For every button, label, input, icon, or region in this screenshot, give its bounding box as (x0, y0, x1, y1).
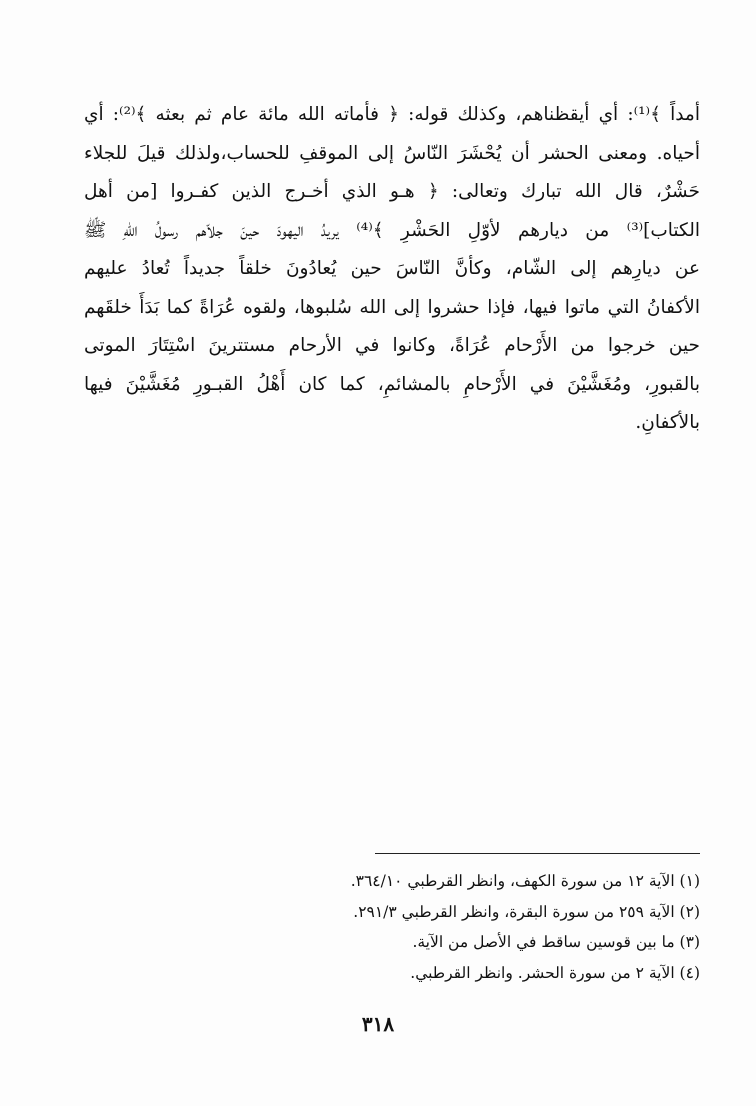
footnote-3: (٣) ما بين قوسين ساقط في الأصل من الآية. (412, 933, 700, 951)
text-line-4: الكتاب]⁽³⁾ من ديارهم لأوّلِ الحَشْرِ ﴾⁽⁴⁾ يريدُ اليهودَ حينَ جلاّهم رسولُ اللهِ ﷺ (84, 219, 700, 241)
footnote-2: (٢) الآية ٢٥٩ من سورة البقرة، وانظر القرطبي ٢٩١/٣. (353, 902, 700, 921)
page-number: ٣١٨ (361, 1012, 395, 1036)
footnote-separator (375, 853, 700, 854)
text-line-8: بالقبورِ، ومُغَشَّيْنَ في الأَرْحامِ بالمشائمِ، كما كان أَهْلُ القبـورِ مُغَشَّيْنَ فيها (84, 373, 700, 395)
footnote-4: (٤) الآية ٢ من سورة الحشر. وانظر القرطبي. (410, 963, 700, 982)
text-line-9: بالأكفانِ. (635, 412, 700, 433)
text-line-7: حين خرجوا من الأَرْحام عُرَاةً، وكانوا في الأرحام مستترينَ اسْتِتَارَ الموتى (84, 335, 700, 356)
text-line-2: أحياه. ومعنى الحشر أن يُحْشَرَ النّاسُ إلى الموقفِ للحساب،ولذلك قيلَ للجلاء (84, 142, 700, 164)
text-line-5: عن ديارِهم إلى الشّام، وكأنَّ النّاسَ حين يُعادُونَ خلقاً جديداً تُعادُ عليهم (84, 258, 700, 279)
text-line-1: أمداً ﴾⁽¹⁾: أي أيقظناهم، وكذلك قوله: ﴿ فأماته الله مائة عام ثم بعثه ﴾⁽²⁾: أي (84, 104, 700, 125)
text-line-3: حَشْرٌ، قال الله تبارك وتعالى: ﴿ هـو الذي أخـرج الذين كفـروا [من أهل (84, 181, 700, 202)
main-text-block (84, 96, 700, 443)
footnote-1: (١) الآية ١٢ من سورة الكهف، وانظر القرطبي ٣٦٤/١٠. (350, 872, 700, 890)
footnotes-block (84, 866, 700, 988)
text-line-6: الأكفانُ التي ماتوا فيها، فإذا حشروا إلى الله سُلبوها، ولقوه عُرَاةً كما بَدَأَ خلقَهم (84, 296, 700, 318)
